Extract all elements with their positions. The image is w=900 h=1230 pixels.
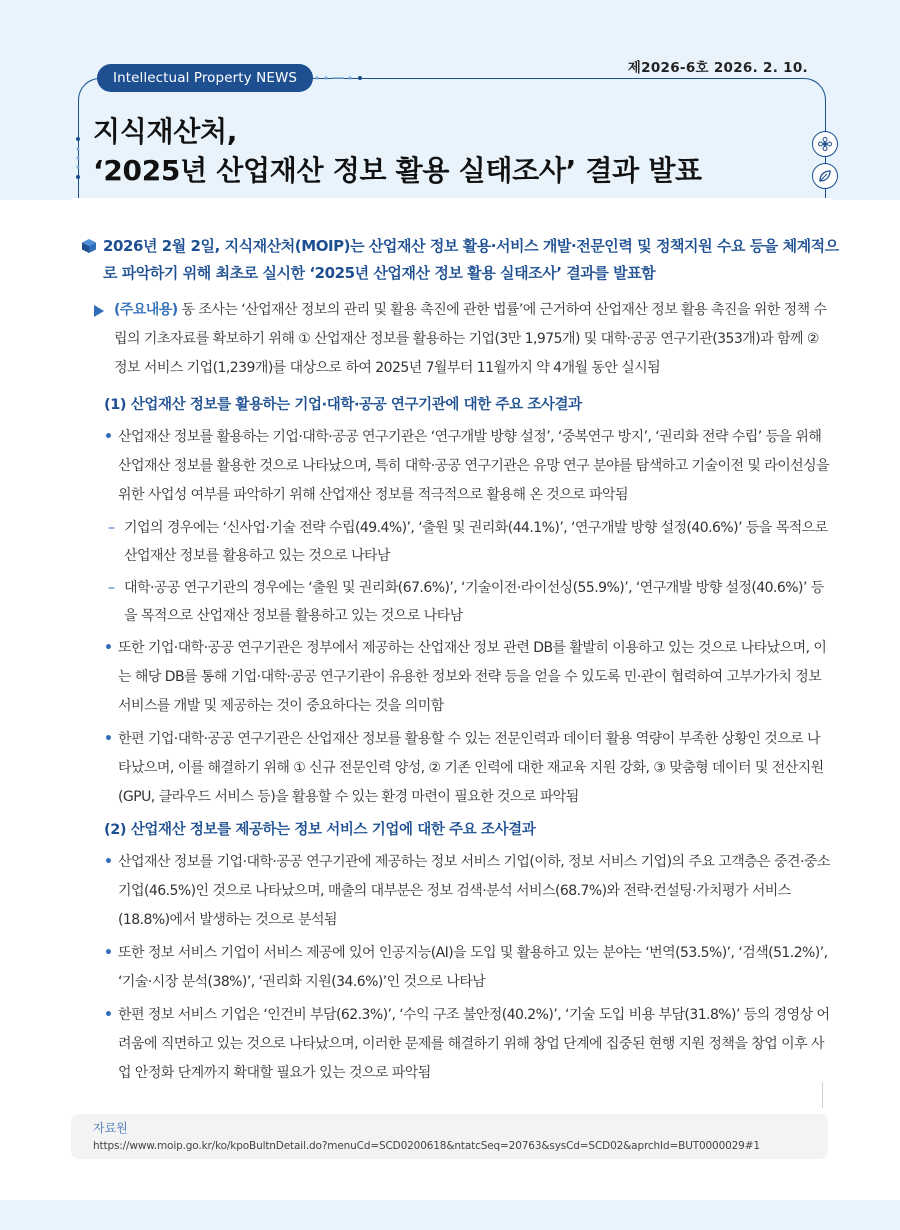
title-line-2: ‘2025년 산업재산 정보 활용 실태조사’ 결과 발표 bbox=[93, 154, 702, 187]
section-2-heading: (2) 산업재산 정보를 제공하는 정보 서비스 기업에 대한 주요 조사결과 bbox=[104, 822, 536, 838]
frame-mask bbox=[72, 198, 832, 212]
decorative-vertical-dots-icon bbox=[75, 136, 81, 180]
flower-icon bbox=[812, 131, 838, 157]
summary-paragraph bbox=[92, 296, 832, 383]
list-item: • 한편 기업·대학·공공 연구기관은 산업재산 정보를 활용할 수 있는 전문인력과 데이터 활용 역량이 부족한 상황인 것으로 나타났으며, 이를 해결하기 위해 ① 신규 전문인력 양성, ② 기존 인력에 대한 재교육 지원 강화, ③ 맞춤형 데이터 및 전산지원(GPU, 클라우드 서비스 등)을 활용할 수 있는 환경 마련이 필요한 것으로 파악됨 bbox=[104, 731, 824, 805]
list-item: • 또한 기업·대학·공공 연구기관은 정부에서 제공하는 산업재산 정보 관련 DB를 활발히 이용하고 있는 것으로 나타났으며, 이는 해당 DB를 통해 기업·대학·공공 연구기관이 유용한 정보와 전략 등을 얻을 수 있도록 민·관이 협력하여 고부가가치 정보 서비스를 개발 및 제공하는 것이 중요하다는 것을 의미함 bbox=[104, 640, 827, 714]
lead-paragraph bbox=[81, 233, 841, 287]
bullet-text: 산업재산 정보를 활용하는 기업·대학·공공 연구기관은 ‘연구개발 방향 설정’, ‘중복연구 방지’, ‘권리화 전략 수립’ 등을 위해 산업재산 정보를 활용한 것으로 나타났으며, 특히 대학·공공 연구기관은 유망 연구 분야를 탐색하고 기술이전 및 라이선싱을 위한 사업성 여부를 파악하기 위해 산업재산 정보를 적극적으로 활용해 온 것으로 파악됨 bbox=[118, 429, 830, 503]
summary-tag: (주요내용) bbox=[114, 302, 178, 318]
triangle-bullet-icon bbox=[94, 305, 104, 317]
summary-text: 동 조사는 ‘산업재산 정보의 관리 및 활용 촉진에 관한 법률’에 근거하여 산업재산 정보 활용 촉진을 위한 정책 수립의 기초자료를 확보하기 위해 ① 산업재산 정보를 활용하는 기업(3만 1,975개) 및 대학·공공 연구기관(353개)과 함께 ② 정보 서비스 기업(1,239개)를 대상으로 하여 2025년 7월부터 11월까지 약 4개월 동안 실시됨 bbox=[114, 302, 827, 376]
sub-list-item: – 대학·공공 연구기관의 경우에는 ‘출원 및 권리화(67.6%)’, ‘기술이전·라이선싱(55.9%)’, ‘연구개발 방향 설정(40.6%)’ 등을 목적으로 산업재산 정보를 활용하고 있는 것으로 나타남 bbox=[108, 580, 824, 624]
footer-background bbox=[0, 1200, 900, 1230]
article-body bbox=[92, 296, 832, 1092]
source-label: 자료원 bbox=[93, 1121, 128, 1135]
decorative-dots-icon bbox=[304, 75, 374, 81]
leaf-icon bbox=[812, 163, 838, 189]
title-line-1: 지식재산처, bbox=[93, 115, 238, 148]
list-item: • 한편 정보 서비스 기업은 ‘인건비 부담(62.3%)’, ‘수익 구조 불안정(40.2%)’, ‘기술 도입 비용 부담(31.8%)’ 등의 경영상 어려움에 직면하고 있는 것으로 나타났으며, 이러한 문제를 해결하기 위해 창업 단계에 집중된 현행 지원 정책을 창업 이후 사업 안정화 단계까지 확대할 필요가 있는 것으로 파악됨 bbox=[104, 1007, 830, 1081]
sub-list-item: – 기업의 경우에는 ‘신사업·기술 전략 수립(49.4%)’, ‘출원 및 권리화(44.1%)’, ‘연구개발 방향 설정(40.6%)’ 등을 목적으로 산업재산 정보를 활용하고 있는 것으로 나타남 bbox=[108, 520, 828, 564]
bullet-text: 산업재산 정보를 기업·대학·공공 연구기관에 제공하는 정보 서비스 기업(이하, 정보 서비스 기업)의 주요 고객층은 중견·중소기업(46.5%)인 것으로 나타났으며, 매출의 대부분은 정보 검색·분석 서비스(68.7%)와 전략·컨설팅·가치평가 서비스(18.8%)에서 발생하는 것으로 분석됨 bbox=[118, 854, 830, 928]
source-link[interactable]: https://www.moip.go.kr/ko/kpoBultnDetail.do?menuCd=SCD0200618&ntatcSeq=20763&sysCd=SCD02&aprchId=BUT0000029#1 bbox=[93, 1140, 760, 1152]
source-box bbox=[71, 1114, 828, 1159]
sub-bullet-text: 기업의 경우에는 ‘신사업·기술 전략 수립(49.4%)’, ‘출원 및 권리화(44.1%)’, ‘연구개발 방향 설정(40.6%)’ 등을 목적으로 산업재산 정보를 활용하고 있는 것으로 나타남 bbox=[124, 520, 828, 564]
list-item: • 또한 정보 서비스 기업이 서비스 제공에 있어 인공지능(AI)을 도입 및 활용하고 있는 분야는 ‘번역(53.5%)’, ‘검색(51.2%)’, ‘기술·시장 분석(38%)’, ‘권리화 지원(34.6%)’인 것으로 나타남 bbox=[104, 945, 828, 990]
bullet-text: 한편 정보 서비스 기업은 ‘인건비 부담(62.3%)’, ‘수익 구조 불안정(40.2%)’, ‘기술 도입 비용 부담(31.8%)’ 등의 경영상 어려움에 직면하고 있는 것으로 나타났으며, 이러한 문제를 해결하기 위해 창업 단계에 집중된 현행 지원 정책을 창업 이후 사업 안정화 단계까지 확대할 필요가 있는 것으로 파악됨 bbox=[118, 1007, 830, 1081]
issue-number: 제2026-6호 2026. 2. 10. bbox=[627, 60, 808, 76]
newsletter-badge: Intellectual Property NEWS bbox=[97, 64, 313, 92]
bullet-text: 한편 기업·대학·공공 연구기관은 산업재산 정보를 활용할 수 있는 전문인력과 데이터 활용 역량이 부족한 상황인 것으로 나타났으며, 이를 해결하기 위해 ① 신규 전문인력 양성, ② 기존 인력에 대한 재교육 지원 강화, ③ 맞춤형 데이터 및 전산지원(GPU, 클라우드 서비스 등)을 활용할 수 있는 환경 마련이 필요한 것으로 파악됨 bbox=[118, 731, 824, 805]
list-item: • 산업재산 정보를 활용하는 기업·대학·공공 연구기관은 ‘연구개발 방향 설정’, ‘중복연구 방지’, ‘권리화 전략 수립’ 등을 위해 산업재산 정보를 활용한 것으로 나타났으며, 특히 대학·공공 연구기관은 유망 연구 분야를 탐색하고 기술이전 및 라이선싱을 위한 사업성 여부를 파악하기 위해 산업재산 정보를 적극적으로 활용해 온 것으로 파악됨 bbox=[104, 429, 830, 503]
sub-bullet-text: 대학·공공 연구기관의 경우에는 ‘출원 및 권리화(67.6%)’, ‘기술이전·라이선싱(55.9%)’, ‘연구개발 방향 설정(40.6%)’ 등을 목적으로 산업재산 정보를 활용하고 있는 것으로 나타남 bbox=[124, 580, 824, 624]
section-1-heading: (1) 산업재산 정보를 활용하는 기업·대학·공공 연구기관에 대한 주요 조사결과 bbox=[104, 397, 582, 413]
list-item: • 산업재산 정보를 기업·대학·공공 연구기관에 제공하는 정보 서비스 기업(이하, 정보 서비스 기업)의 주요 고객층은 중견·중소기업(46.5%)인 것으로 나타났으며, 매출의 대부분은 정보 검색·분석 서비스(68.7%)와 전략·컨설팅·가치평가 서비스(18.8%)에서 발생하는 것으로 분석됨 bbox=[104, 854, 830, 928]
page-title bbox=[93, 112, 702, 190]
divider bbox=[822, 1082, 823, 1108]
bullet-text: 또한 기업·대학·공공 연구기관은 정부에서 제공하는 산업재산 정보 관련 DB를 활발히 이용하고 있는 것으로 나타났으며, 이는 해당 DB를 통해 기업·대학·공공 연구기관이 유용한 정보와 전략 등을 얻을 수 있도록 민·관이 협력하여 고부가가치 정보 서비스를 개발 및 제공하는 것이 중요하다는 것을 의미함 bbox=[118, 640, 827, 714]
cube-bullet-icon bbox=[81, 238, 97, 254]
lead-text: 2026년 2월 2일, 지식재산처(MOIP)는 산업재산 정보 활용·서비스 개발·전문인력 및 정책지원 수요 등을 체계적으로 파악하기 위해 최초로 실시한 ‘2025년 산업재산 정보 활용 실태조사’ 결과를 발표함 bbox=[103, 237, 839, 282]
bullet-text: 또한 정보 서비스 기업이 서비스 제공에 있어 인공지능(AI)을 도입 및 활용하고 있는 분야는 ‘번역(53.5%)’, ‘검색(51.2%)’, ‘기술·시장 분석(38%)’, ‘권리화 지원(34.6%)’인 것으로 나타남 bbox=[118, 945, 828, 990]
